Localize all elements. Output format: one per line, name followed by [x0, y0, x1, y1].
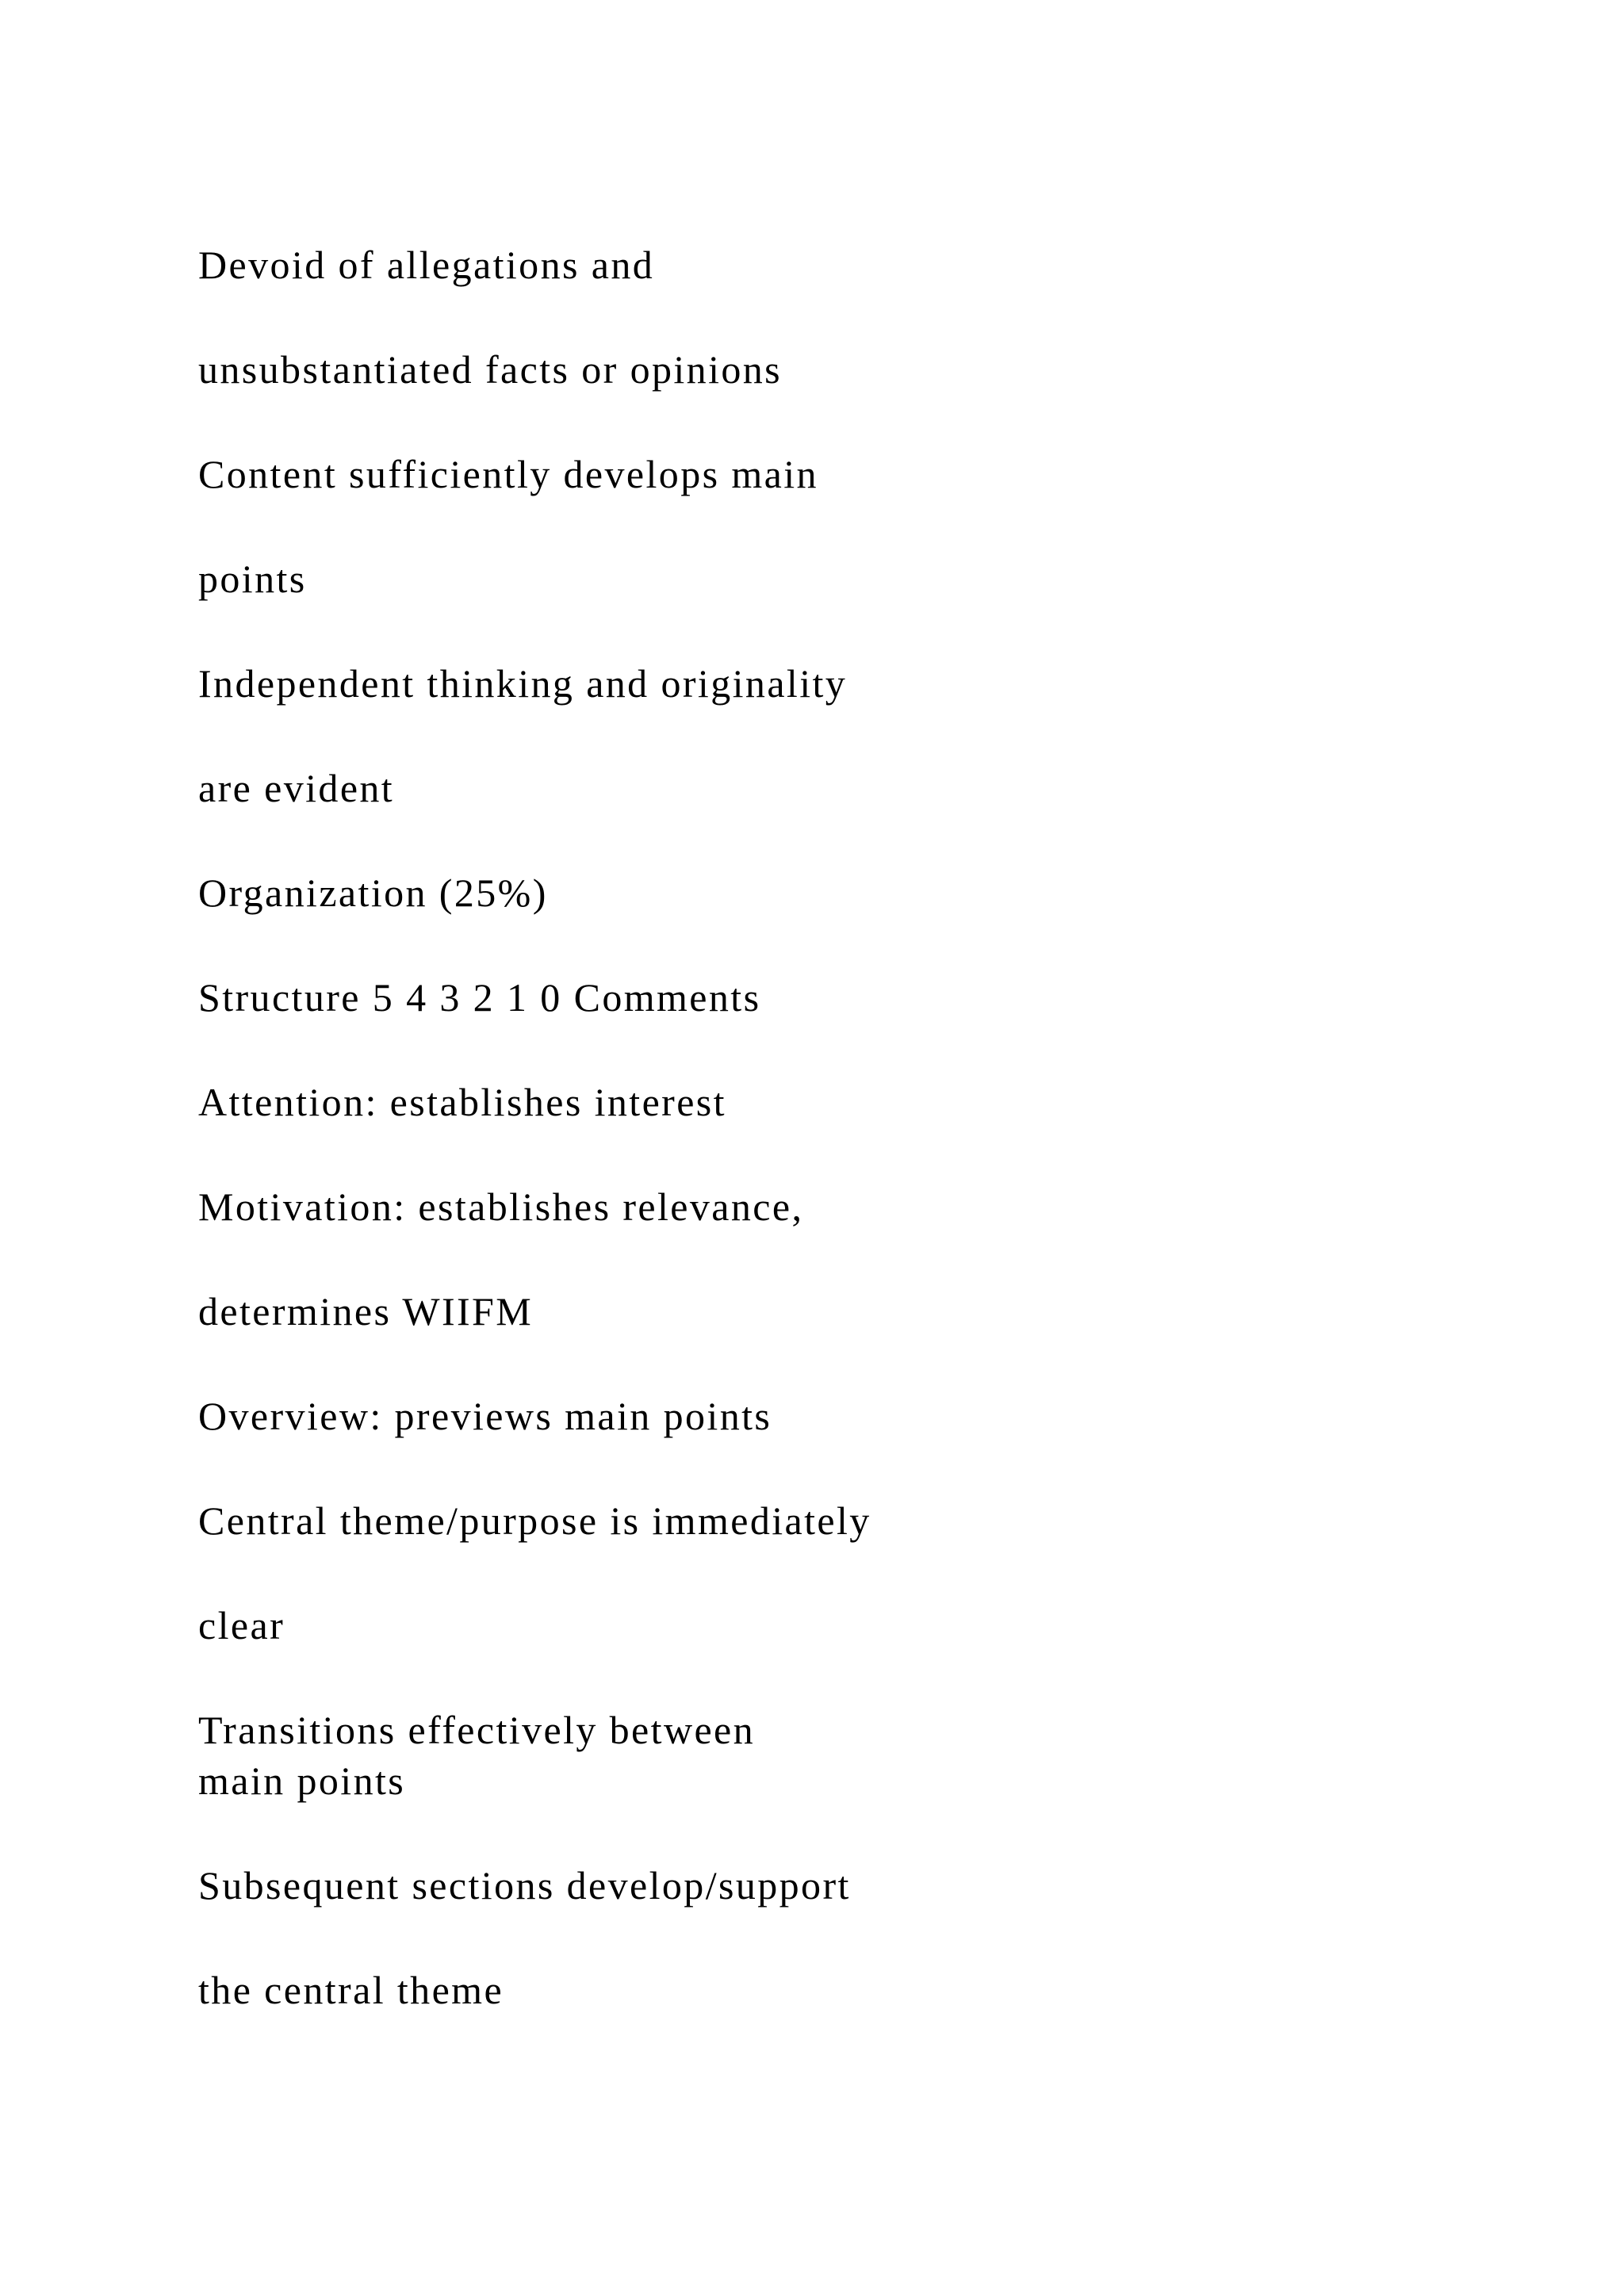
section-heading: Organization (25%) [198, 871, 548, 915]
text-line: Content sufficiently develops main [198, 452, 818, 496]
text-line: Central theme/purpose is immediately [198, 1498, 871, 1543]
text-line: points [198, 557, 307, 601]
text-line: the central theme [198, 1968, 504, 2012]
text-line: are evident [198, 766, 395, 810]
document-text [198, 242, 1467, 2072]
text-line: main points [198, 1758, 406, 1803]
text-line: Attention: establishes interest [198, 1080, 726, 1124]
text-line: Independent thinking and originality [198, 661, 848, 706]
text-line: Structure 5 4 3 2 1 0 Comments [198, 975, 761, 1020]
text-line: Subsequent sections develop/support [198, 1863, 851, 1908]
text-line: Overview: previews main points [198, 1394, 772, 1438]
text-line: Devoid of allegations and [198, 243, 655, 287]
text-line: Transitions effectively between [198, 1708, 756, 1752]
text-line: Motivation: establishes relevance, [198, 1184, 804, 1229]
text-line: determines WIIFM [198, 1289, 534, 1334]
text-line: clear [198, 1603, 285, 1647]
text-line: unsubstantiated facts or opinions [198, 347, 783, 392]
